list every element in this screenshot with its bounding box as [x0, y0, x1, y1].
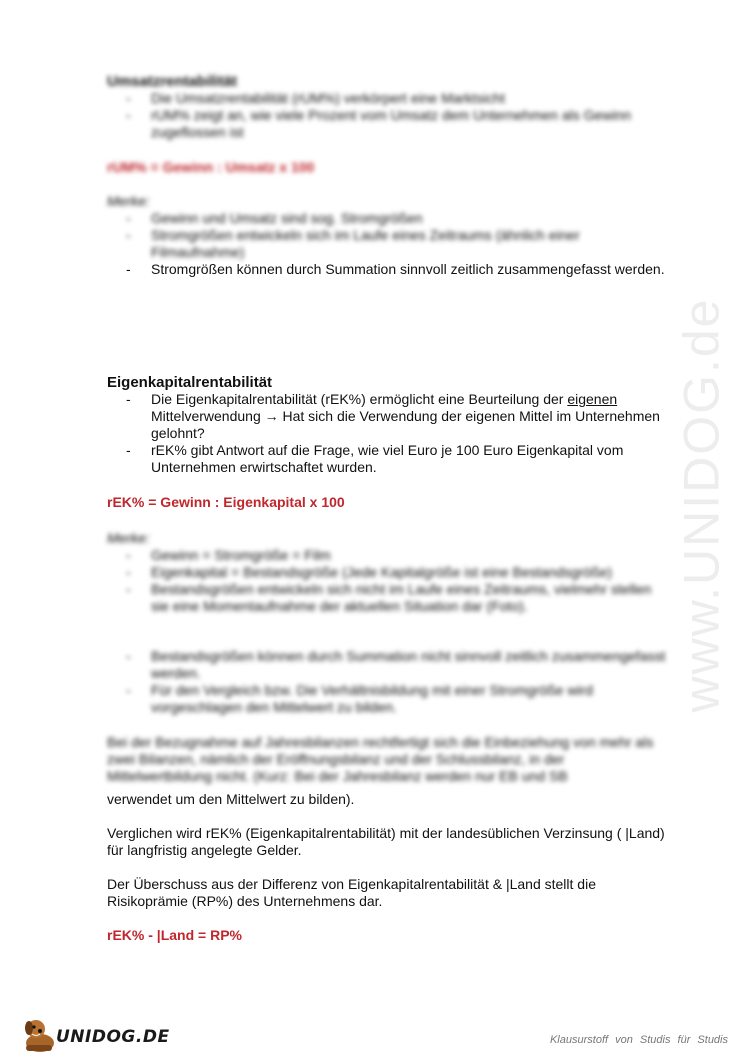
bullet-item: - Gewinn und Umsatz sind sog. Stromgrößen — [107, 210, 667, 227]
section-umsatzrentabilitaet — [107, 73, 667, 278]
formula: rUM% = Gewinn : Umsatz x 100 — [107, 159, 315, 175]
bullet-list — [107, 90, 667, 141]
paragraph: Der Überschuss aus der Differenz von Eigenkapitalrentabilität & |Land stellt die Risikoprämie (RP%) des Unternehmens dar. — [107, 876, 596, 909]
merke-list — [107, 648, 667, 716]
section-heading: Umsatzrentabilität — [107, 73, 238, 90]
formula: rEK% - |Land = RP% — [107, 927, 242, 943]
paragraph: verwendet um den Mittelwert zu bilden). — [107, 791, 355, 807]
bullet-item: - Die Umsatzrentabilität (rUM%) verkörpert eine Marktsicht — [107, 90, 667, 107]
bullet-item: - rEK% gibt Antwort auf die Frage, wie viel Euro je 100 Euro Eigenkapital vom Unternehmen erwirtschaftet wurden. — [107, 442, 667, 476]
underlined-word: eigenen — [567, 391, 618, 407]
footer-tagline: Klausurstoff von Studis für Studis — [549, 1034, 728, 1046]
bullet-list — [107, 261, 667, 278]
bullet-item: - rUM% zeigt an, wie viele Prozent vom Umsatz dem Unternehmen als Gewinn zugeflossen ist — [107, 107, 667, 141]
merke-label: Merke: — [107, 530, 150, 546]
watermark — [672, 270, 732, 740]
bullet-item — [107, 391, 667, 442]
paragraph: Verglichen wird rEK% (Eigenkapitalrentabilität) mit der landesüblichen Verzinsung ( |Land) für langfristig angelegte Gelder. — [107, 825, 665, 858]
merke-list — [107, 547, 667, 615]
text-span: Mittelverwendung → Hat sich die Verwendung der eigenen Mittel im Unternehmen gelohnt? — [151, 408, 660, 441]
bullet-item: - Für den Vergleich bzw. Die Verhältnisbildung mit einer Stromgröße wird vorgeschlagen den Mittelwert zu bilden. — [107, 682, 667, 716]
bullet-item: - Stromgrößen entwickeln sich im Laufe eines Zeitraums (ähnlich einer Filmaufnahme) — [107, 227, 667, 261]
footer-logo — [22, 1015, 172, 1055]
blurred-block-1 — [107, 73, 667, 261]
section-heading: Eigenkapitalrentabilität — [107, 374, 273, 391]
merke-list — [107, 210, 667, 261]
bullet-item: - Bestandsgrößen können durch Summation nicht sinnvoll zeitlich zusammengefasst werden. — [107, 648, 667, 682]
bullet-item: - Eigenkapital = Bestandsgröße (Jede Kapitalgröße ist eine Bestandsgröße) — [107, 564, 667, 581]
bullet-list — [107, 391, 667, 476]
logo-wordmark: UNIDOG.DE — [56, 1027, 170, 1047]
bullet-item: - Gewinn = Stromgröße = Film — [107, 547, 667, 564]
text-span: Die Eigenkapitalrentabilität (rEK%) ermöglicht eine Beurteilung der — [151, 391, 568, 407]
bullet-item: - Stromgrößen können durch Summation sinnvoll zeitlich zusammengefasst werden. — [107, 261, 667, 278]
blurred-block-2 — [107, 530, 667, 785]
section-conclusion — [107, 791, 667, 944]
merke-label: Merke: — [107, 193, 150, 209]
bullet-item: - Bestandsgrößen entwickeln sich nicht im Laufe eines Zeitraums, vielmehr stellen sie eine Momentaufnahme der aktuellen Situation dar (Foto). — [107, 581, 667, 615]
watermark-text: www.UNIDOG.de — [673, 297, 730, 713]
section-eigenkapitalrentabilitaet — [107, 374, 667, 511]
paragraph: Bei der Bezugnahme auf Jahresbilanzen rechtfertigt sich die Einbeziehung von mehr als zwei Bilanzen, nämlich der Eröffnungsbilanz und der Schlussbilanz, in der Mittelwertbildung nicht. (Kurz: Bei der Jahresbilanz werden nur EB und SB — [107, 734, 654, 784]
formula: rEK% = Gewinn : Eigenkapital x 100 — [107, 494, 345, 510]
